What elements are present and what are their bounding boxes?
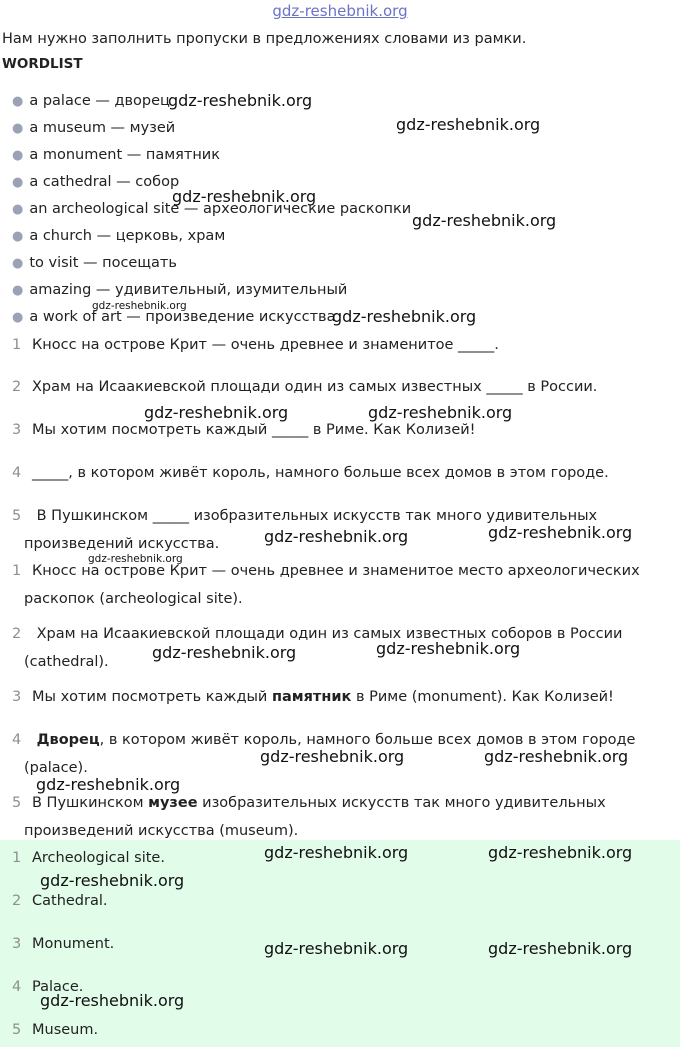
exercise-item: 1 Кносс на острове Крит — очень древнее и знаменитое _____. [12, 337, 499, 353]
exercise-item: 5 В Пушкинском _____ изобразительных искусств так много удивительных [12, 508, 598, 524]
wordlist-item: ● a monument — памятник [12, 147, 220, 163]
watermark: gdz-reshebnik.org [168, 91, 313, 110]
answer-item: 2 Храм на Исаакиевской площади один из самых известных соборов в России [12, 626, 623, 642]
watermark: gdz-reshebnik.org [412, 211, 557, 230]
wordlist-item: ● a palace — дворец [12, 93, 170, 109]
bullet-icon: ● [12, 175, 24, 190]
short-answer-item: 2 Cathedral. [12, 893, 108, 909]
wordlist-item: ● a work of art — произведение искусства [12, 309, 336, 325]
wordlist-item: ● an archeological site — археологические раскопки [12, 201, 412, 217]
watermark: gdz-reshebnik.org [264, 939, 409, 958]
answer-continuation: (palace). [24, 760, 88, 776]
watermark: gdz-reshebnik.org [36, 775, 181, 794]
answer-continuation: раскопок (archeological site). [24, 591, 243, 607]
watermark: gdz-reshebnik.org [368, 403, 513, 422]
watermark: gdz-reshebnik.org [488, 939, 633, 958]
exercise-item: 4 _____, в котором живёт король, намного больше всех домов в этом городе. [12, 465, 609, 481]
watermark: gdz-reshebnik.org [152, 643, 297, 662]
watermark: gdz-reshebnik.org [260, 747, 405, 766]
answer-continuation: произведений искусства (museum). [24, 823, 299, 839]
watermark: gdz-reshebnik.org [264, 527, 409, 546]
exercise-item: 2 Храм на Исаакиевской площади один из самых известных _____ в России. [12, 379, 598, 395]
answer-item: 1 Кносс на острове Крит — очень древнее и знаменитое место археологических [12, 563, 640, 579]
bullet-icon: ● [12, 148, 24, 163]
bullet-icon: ● [12, 310, 24, 325]
short-answer-item: 1 Archeological site. [12, 850, 165, 866]
watermark: gdz-reshebnik.org [88, 553, 183, 565]
bullet-icon: ● [12, 256, 24, 271]
watermark: gdz-reshebnik.org [332, 307, 477, 326]
bullet-icon: ● [12, 283, 24, 298]
wordlist-item: ● a church — церковь, храм [12, 228, 226, 244]
bullet-icon: ● [12, 121, 24, 136]
bullet-icon: ● [12, 94, 24, 109]
wordlist-title: WORDLIST [2, 56, 83, 72]
watermark: gdz-reshebnik.org [144, 403, 289, 422]
task-intro: Нам нужно заполнить пропуски в предложениях словами из рамки. [2, 31, 527, 47]
watermark: gdz-reshebnik.org [488, 523, 633, 542]
site-header-link[interactable]: gdz-reshebnik.org [272, 2, 408, 20]
wordlist-item: ● a cathedral — собор [12, 174, 180, 190]
answer-item: 3 Мы хотим посмотреть каждый памятник в Риме (monument). Как Колизей! [12, 689, 614, 705]
watermark: gdz-reshebnik.org [40, 991, 185, 1010]
wordlist-item: ● amazing — удивительный, изумительный [12, 282, 348, 298]
answer-item: 5 В Пушкинском музее изобразительных искусств так много удивительных [12, 795, 606, 811]
short-answer-item: 5 Museum. [12, 1022, 99, 1038]
bullet-icon: ● [12, 202, 24, 217]
watermark: gdz-reshebnik.org [40, 871, 185, 890]
watermark: gdz-reshebnik.org [396, 115, 541, 134]
short-answer-item: 3 Monument. [12, 936, 115, 952]
exercise-item: 3 Мы хотим посмотреть каждый _____ в Риме. Как Колизей! [12, 422, 476, 438]
short-answer-item: 4 Palace. [12, 979, 84, 995]
answer-item: 4 Дворец, в котором живёт король, намного больше всех домов в этом городе [12, 732, 636, 748]
watermark: gdz-reshebnik.org [484, 747, 629, 766]
wordlist-item: ● to visit — посещать [12, 255, 177, 271]
exercise-item-continuation: произведений искусства. [24, 536, 220, 552]
watermark: gdz-reshebnik.org [172, 187, 317, 206]
watermark: gdz-reshebnik.org [488, 843, 633, 862]
wordlist-item: ● a museum — музей [12, 120, 176, 136]
watermark: gdz-reshebnik.org [264, 843, 409, 862]
bullet-icon: ● [12, 229, 24, 244]
watermark: gdz-reshebnik.org [376, 639, 521, 658]
answer-continuation: (cathedral). [24, 654, 109, 670]
watermark: gdz-reshebnik.org [92, 300, 187, 312]
